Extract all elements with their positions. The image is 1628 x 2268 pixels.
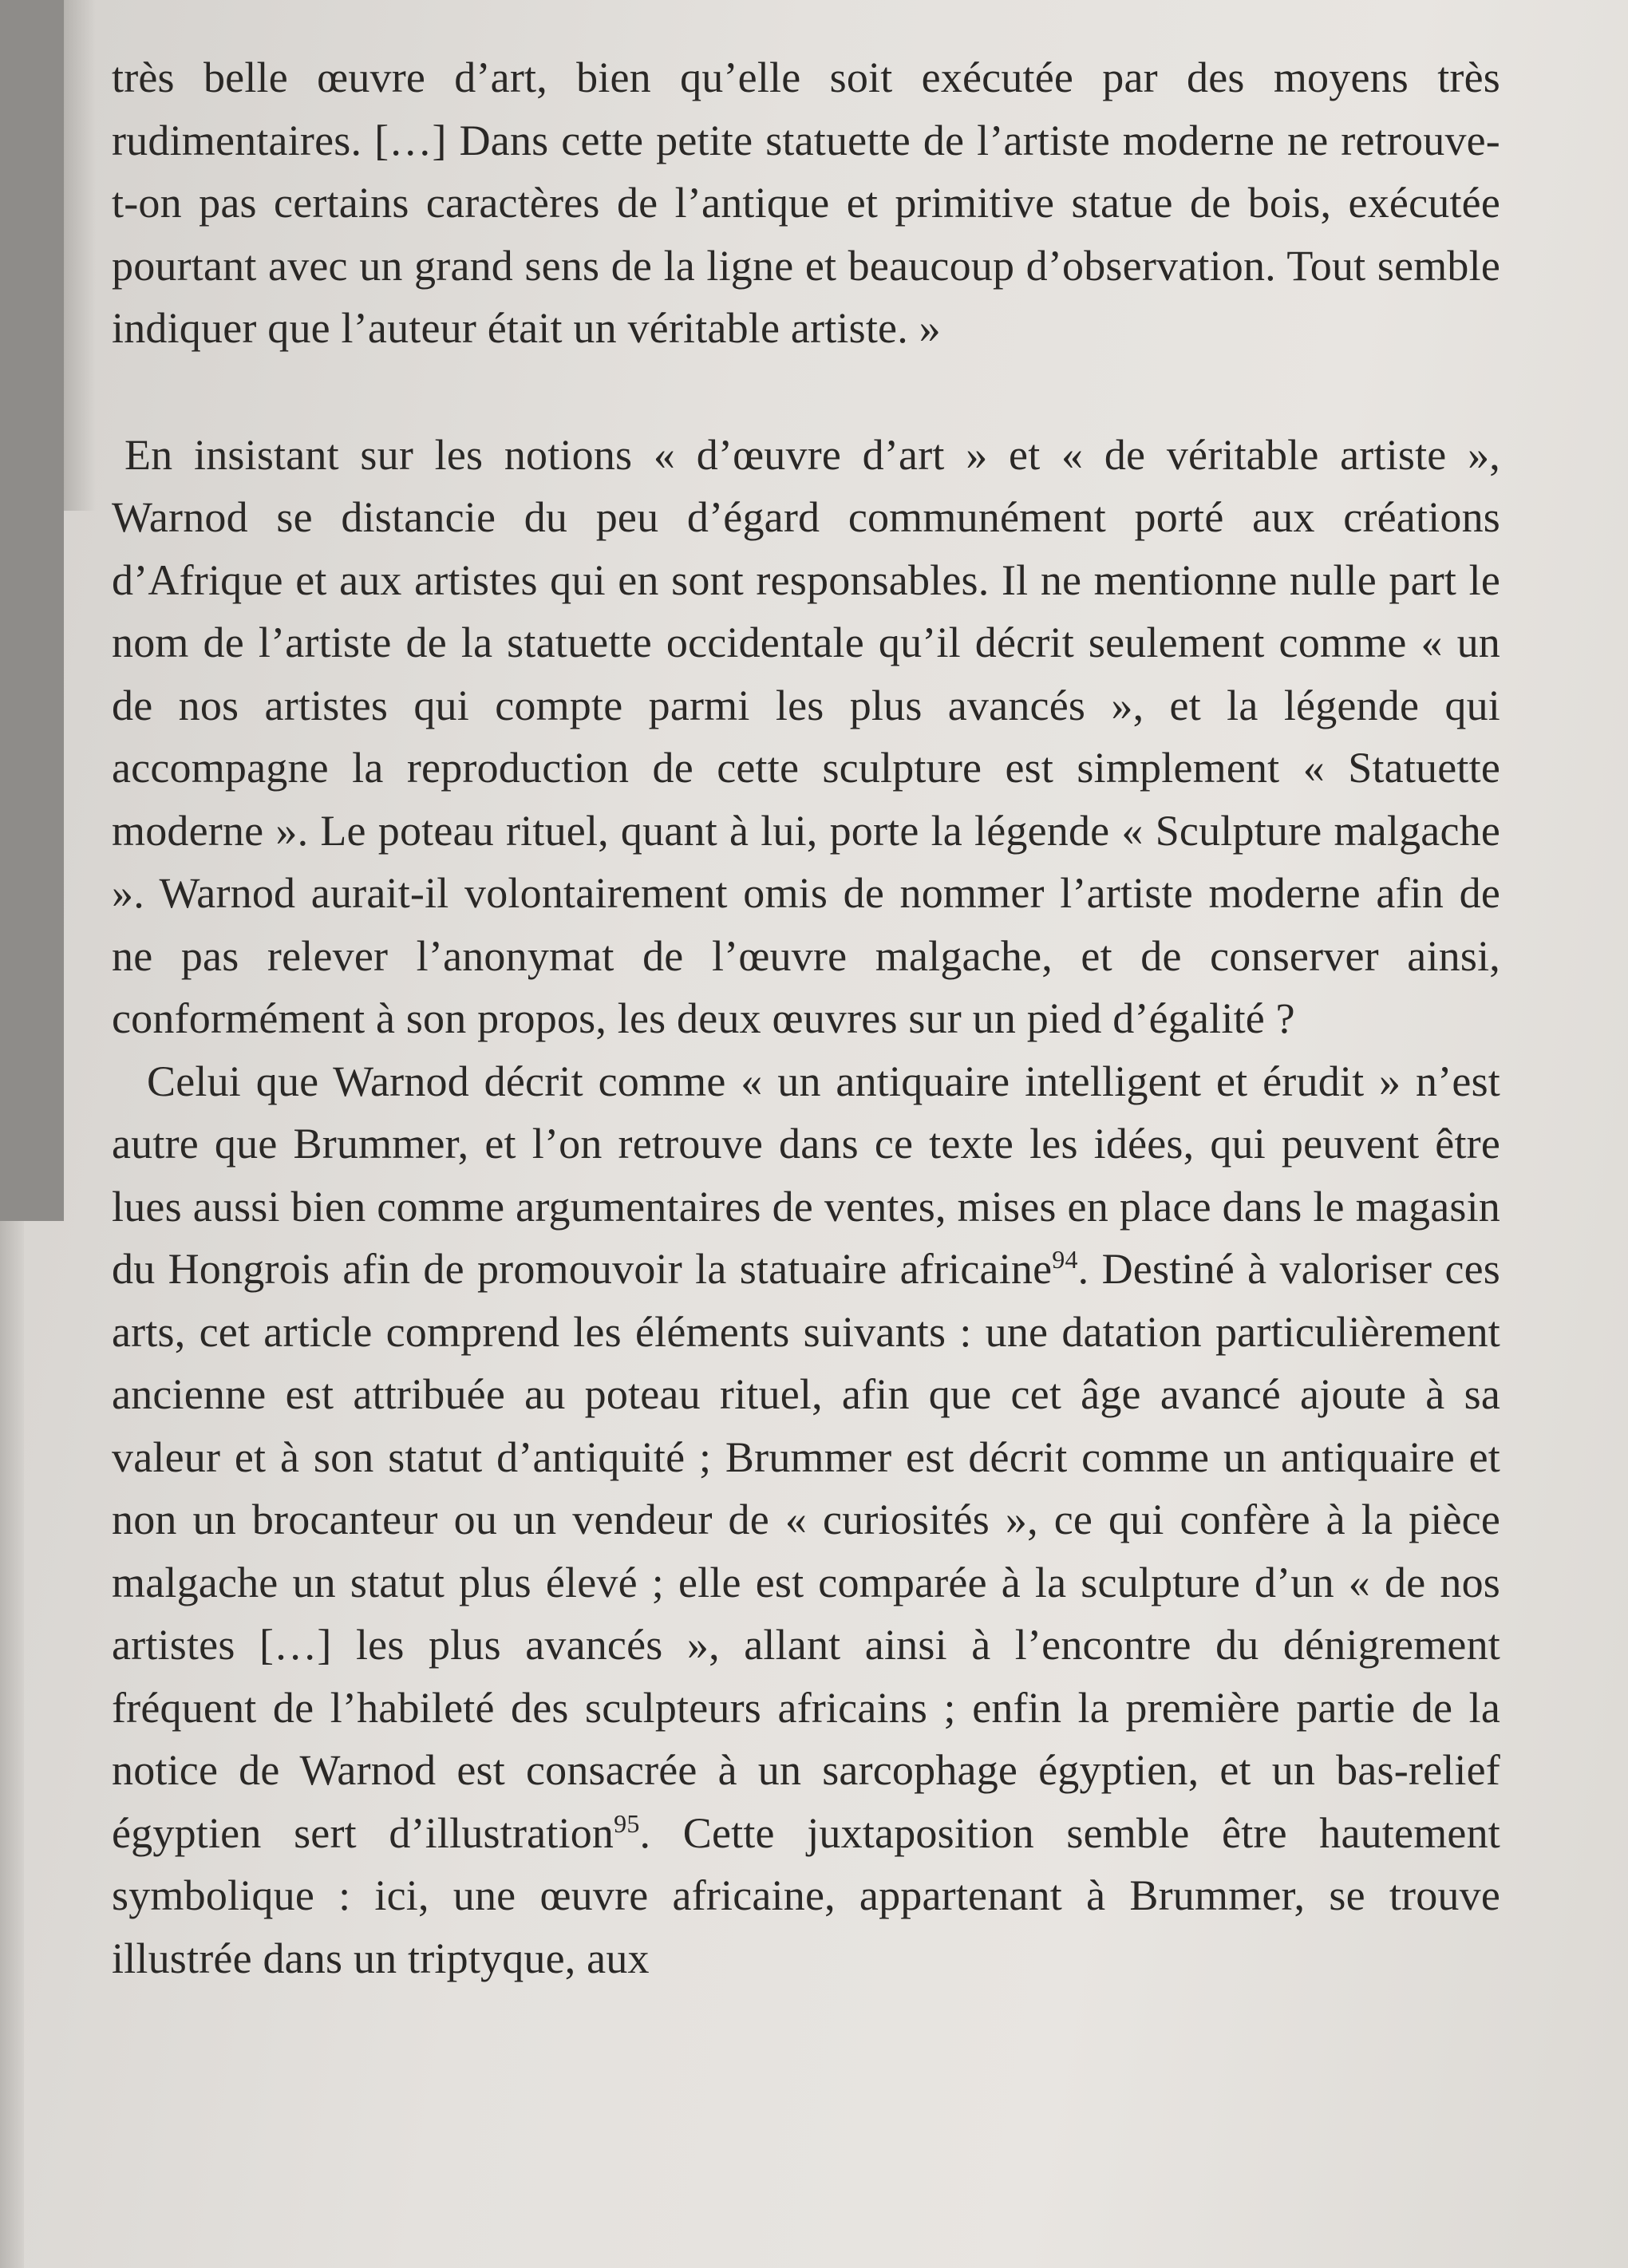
paragraph-brummer <box>112 1050 1500 1990</box>
paragraph-text: En insistant sur les notions « d’œuvre d’art » et « de véritable artiste », Warnod se distancie du peu d’égard communément porté aux créations d’Afrique et aux artistes qui en sont responsables. Il ne mentionne nulle part le nom de l’artiste de la statuette occidentale qu’il décrit seulement comme « un de nos artistes qui compte parmi les plus avancés », et la légende qui accompagne la reproduction de cette sculpture est simplement « Statuette moderne ». Le poteau rituel, quant à lui, porte la légende « Sculpture malgache ». Warnod aurait-il volontairement omis de nommer l’artiste moderne afin de ne pas relever l’anonymat de l’œuvre malgache, et de conserver ainsi, conformément à son propos, les deux œuvres sur un pied d’égalité ? <box>112 430 1500 1042</box>
paragraph-text: . Destiné à valoriser ces arts, cet article comprend les éléments suivants : une datation particulièrement ancienne est attribuée au poteau rituel, afin que cet âge avancé ajoute à sa valeur et à son statut d’antiquité ; Brummer est décrit comme un antiquaire et non un brocanteur ou un vendeur de « curiosités », ce qui confère à la pièce malgache un statut plus élevé ; elle est comparée à la sculpture d’un « de nos artistes […] les plus avancés », allant ainsi à l’encontre du dénigrement fréquent de l’habileté des sculpteurs africains ; enfin la première partie de la notice de Warnod est consacrée à un sarcophage égyptien, et un bas-relief égyptien sert d’illustration <box>112 1245 1500 1857</box>
footnote-ref-94[interactable]: 94 <box>1052 1245 1078 1274</box>
paragraph-quote-end <box>112 46 1500 360</box>
paragraph-warnod-notions <box>112 424 1500 1050</box>
footnote-ref-95[interactable]: 95 <box>614 1808 640 1838</box>
paragraph-text: Celui que Warnod décrit comme « un antiquaire intelligent et érudit » n’est autre que Brummer, et l’on retrouve dans ce texte les idées, qui peuvent être lues aussi bien comme argumentaires de ventes, mises en place dans le magasin du Hongrois afin de promouvoir la statuaire africaine <box>112 1057 1500 1293</box>
page-text <box>112 46 1500 1989</box>
page-gutter-gradient <box>64 0 96 511</box>
page-edge-shadow <box>0 1221 24 2268</box>
paragraph-text: . Cette juxtaposition semble être hautement symbolique : ici, une œuvre africaine, appartenant à Brummer, se trouve illustrée dans un triptyque, aux <box>112 1808 1500 1982</box>
page-gutter-shadow <box>0 0 64 1221</box>
paragraph-text: très belle œuvre d’art, bien qu’elle soit exécutée par des moyens très rudimentaires. […] Dans cette petite statuette de l’artiste moderne ne retrouve-t-on pas certains caractères de l’antique et primitive statue de bois, exécutée pourtant avec un grand sens de la ligne et beaucoup d’observation. Tout semble indiquer que l’auteur était un véritable artiste. » <box>112 53 1500 352</box>
